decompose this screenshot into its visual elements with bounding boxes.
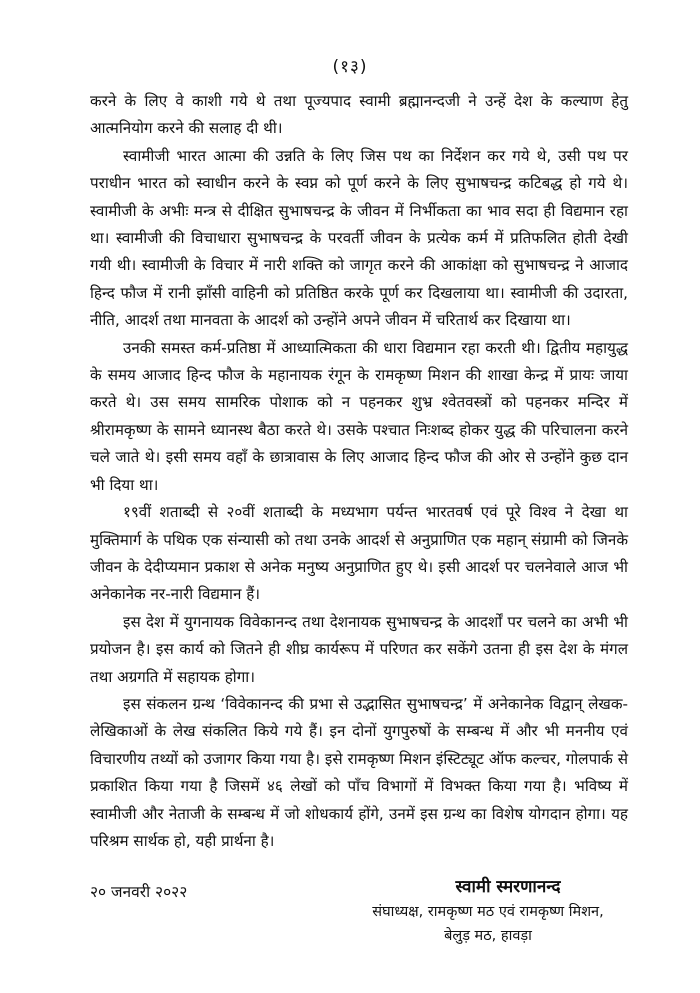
signature-footer — [90, 874, 628, 964]
paragraph-1: करने के लिए वे काशी गये थे तथा पूज्यपाद स्वामी ब्रह्मानन्दजी ने उन्हें देश के कल्याण हेतु आत्मनियोग करने की सलाह दी थी। — [90, 92, 628, 138]
paragraph-5: इस देश में युगनायक विवेकानन्द तथा देशनायक सुभाषचन्द्र के आदर्शों पर चलने का अभी भी प्रयोजन है। इस कार्य को जितने ही शीघ्र कार्यरूप में परिणत कर सकेंगे उतना ही इस देश के मंगल तथा अग्रगति में सहायक होगा। — [90, 612, 628, 686]
page-number: (१३) — [332, 57, 368, 77]
designation-line-2: बेलुड़ मठ, हावड़ा — [444, 928, 532, 944]
paragraph-4: १९वीं शताब्दी से २०वीं शताब्दी के मध्यभाग पर्यन्त भारतवर्ष एवं पूरे विश्व ने देखा था मुक्तिमार्ग के पथिक एक संन्यासी को तथा उनके आदर्श से अनुप्राणित एक महान् संग्रामी को जिनके जीवन के देदीप्यमान प्रकाश से अनेक मनुष्य अनुप्राणित हुए थे। इसी आदर्श पर चलनेवाले आज भी अनेकानेक नर-नारी विद्यमान हैं। — [90, 503, 628, 604]
designation-line-1: संघाध्यक्ष, रामकृष्ण मठ एवं रामकृष्ण मिशन, — [372, 904, 604, 920]
body-text — [90, 88, 628, 855]
date: २० जनवरी २०२२ — [90, 883, 188, 901]
signature-block — [348, 874, 628, 948]
signatory-name: स्वामी स्मरणानन्द — [455, 877, 561, 897]
paragraph-2: स्वामीजी भारत आत्मा की उन्नति के लिए जिस पथ का निर्देशन कर गये थे, उसी पथ पर पराधीन भारत को स्वाधीन करने के स्वप्न को पूर्ण करने के लिए सुभाषचन्द्र कटिबद्ध हो गये थे। स्वामीजी के अभीः मन्त्र से दीक्षित सुभाषचन्द्र के जीवन में निर्भीकता का भाव सदा ही विद्यमान रहा था। स्वामीजी की विचाधारा सुभाषचन्द्र के परवर्ती जीवन के प्रत्येक कर्म में प्रतिफलित होती देखी गयी थी। स्वामीजी के विचार में नारी शक्ति को जागृत करने की आकांक्षा को सुभाषचन्द्र ने आजाद हिन्द फौज में रानी झाँसी वाहिनी को प्रतिष्ठित करके पूर्ण कर दिखलाया था। स्वामीजी की उदारता, नीति, आदर्श तथा मानवता के आदर्श को उन्होंने अपने जीवन में चरितार्थ कर दिखाया था। — [90, 146, 628, 330]
paragraph-3: उनकी समस्त कर्म-प्रतिष्ठा में आध्यात्मिकता की धारा विद्यमान रहा करती थी। द्वितीय महायुद्ध के समय आजाद हिन्द फौज के महानायक रंगून के रामकृष्ण मिशन की शाखा केन्द्र में प्रायः जाया करते थे। उस समय सामरिक पोशाक को न पहनकर शुभ्र श्वेतवस्त्रों को पहनकर मन्दिर में श्रीरामकृष्ण के सामने ध्यानस्थ बैठा करते थे। उसके पश्चात निःशब्द होकर युद्ध की परिचालना करने चले जाते थे। इसी समय वहाँ के छात्रावास के लिए आजाद हिन्द फौज की ओर से उन्होंने कुछ दान भी दिया था। — [90, 338, 628, 494]
paragraph-6: इस संकलन ग्रन्थ ‘विवेकानन्द की प्रभा से उद्भासित सुभाषचन्द्र’ में अनेकानेक विद्वान्‌ लेखक-लेखिकाओं के लेख संकलित किये गये हैं। इन दोनों युगपुरुषों के सम्बन्ध में और भी मननीय एवं विचारणीय तथ्यों को उजागर किया गया है। इसे रामकृष्ण मिशन इंस्टिट्यूट ऑफ कल्चर, गोलपार्क से प्रकाशित किया गया है जिसमें ४६ लेखों को पाँच विभागों में विभक्त किया गया है। भविष्य में स्वामीजी और नेताजी के सम्बन्ध में जो शोधकार्य होंगे, उनमें इस ग्रन्थ का विशेष योगदान होगा। यह परिश्रम सार्थक हो, यही प्रार्थना है। — [90, 694, 628, 850]
